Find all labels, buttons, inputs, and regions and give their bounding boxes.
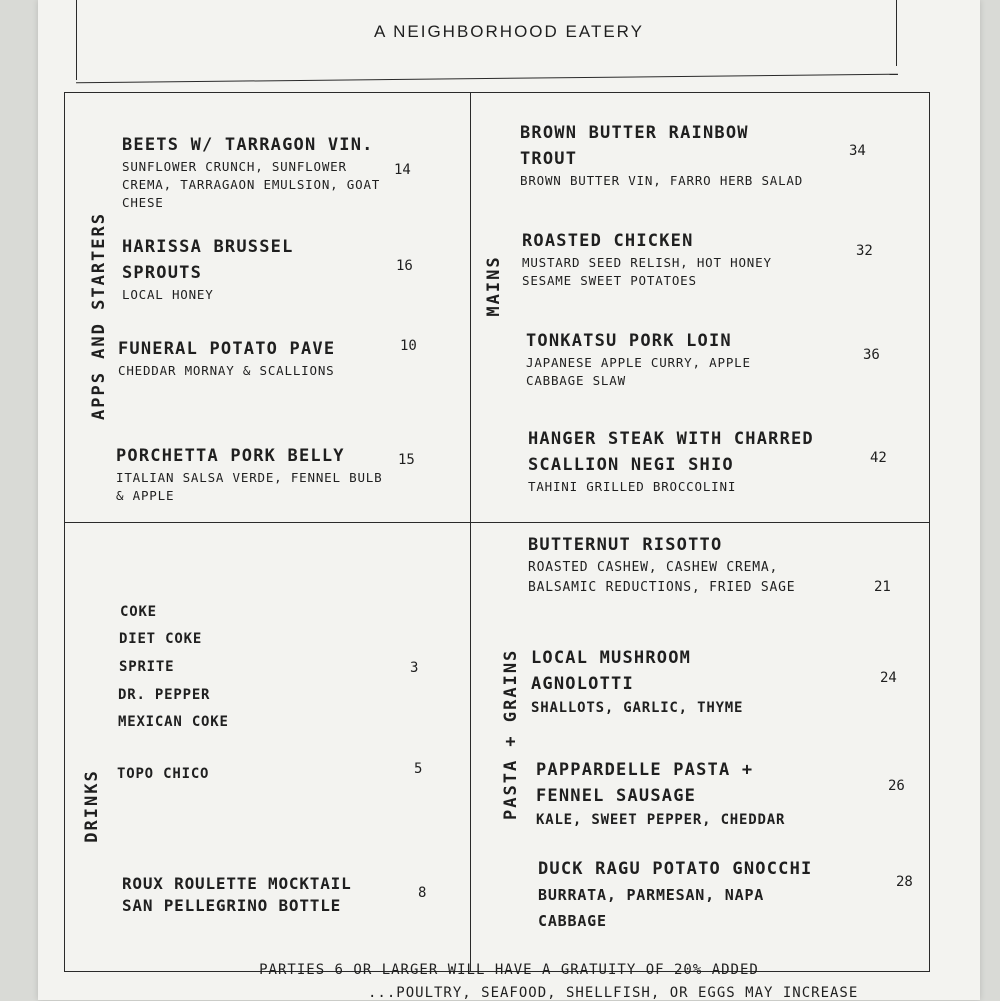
menu-item-duck-ragu-gnocchi [538, 856, 878, 934]
menu-item-mushroom-agnolotti [531, 645, 791, 719]
item-description: MUSTARD SEED RELISH, HOT HONEY SESAME SWEET POTATOES [522, 255, 772, 288]
item-description: ITALIAN SALSA VERDE, FENNEL BULB & APPLE [116, 470, 383, 503]
item-name: TONKATSU PORK LOIN [526, 331, 732, 351]
menu-item-porchetta-pork-belly [116, 443, 396, 505]
item-price: 15 [398, 452, 415, 468]
item-price: 28 [896, 874, 913, 890]
item-price: 14 [394, 162, 411, 178]
item-name: BUTTERNUT RISOTTO [528, 535, 723, 555]
menu-item-roasted-chicken [522, 228, 822, 290]
item-description: BURRATA, PARMESAN, NAPA CABBAGE [538, 886, 765, 930]
item-description: BROWN BUTTER VIN, FARRO HERB SALAD [520, 173, 804, 188]
drink-topo-chico: TOPO CHICO [117, 766, 210, 782]
drink-mexican-coke: MEXICAN COKE [118, 714, 229, 730]
menu-item-beets [122, 132, 384, 212]
drink-coke: COKE [120, 604, 157, 620]
item-description: JAPANESE APPLE CURRY, APPLE CABBAGE SLAW [526, 355, 751, 388]
item-price: 36 [863, 347, 880, 363]
item-price: 32 [856, 243, 873, 259]
menu-item-rainbow-trout [520, 120, 810, 190]
item-name: BROWN BUTTER RAINBOW TROUT [520, 123, 749, 169]
drink-roux-roulette-mocktail: ROUX ROULETTE MOCKTAIL [122, 874, 352, 893]
soda-price: 3 [410, 660, 419, 676]
menu-item-butternut-risotto [528, 532, 828, 598]
gratuity-notice: PARTIES 6 OR LARGER WILL HAVE A GRATUITY OF 20% ADDED [259, 962, 759, 978]
item-price: 10 [400, 338, 417, 354]
item-price: 42 [870, 450, 887, 466]
item-description: ROASTED CASHEW, CASHEW CREMA, BALSAMIC REDUCTIONS, FRIED SAGE [528, 560, 796, 595]
grid-vertical-divider [470, 92, 471, 972]
topo-chico-price: 5 [414, 761, 423, 777]
menu-item-tonkatsu-pork-loin [526, 328, 776, 390]
menu-item-harissa-brussel-sprouts [122, 234, 342, 304]
item-name: HARISSA BRUSSEL SPROUTS [122, 237, 294, 283]
drink-sprite: SPRITE [119, 659, 175, 675]
item-price: 34 [849, 143, 866, 159]
drink-san-pellegrino-bottle: SAN PELLEGRINO BOTTLE [122, 896, 342, 915]
item-name: HANGER STEAK WITH CHARRED SCALLION NEGI SHIO [528, 429, 814, 475]
item-name: PORCHETTA PORK BELLY [116, 446, 345, 466]
item-description: LOCAL HONEY [122, 287, 214, 302]
item-price: 26 [888, 778, 905, 794]
allergen-notice: ...POULTRY, SEAFOOD, SHELLFISH, OR EGGS MAY INCREASE [368, 985, 859, 1001]
menu-item-pappardelle-pasta [536, 757, 826, 831]
item-name: ROASTED CHICKEN [522, 231, 694, 251]
item-description: TAHINI GRILLED BROCCOLINI [528, 479, 737, 494]
item-price: 21 [874, 579, 891, 595]
drink-diet-coke: DIET COKE [119, 631, 203, 647]
menu-item-funeral-potato-pave [118, 336, 408, 380]
item-name: LOCAL MUSHROOM AGNOLOTTI [531, 648, 692, 694]
mocktail-price: 8 [418, 885, 427, 901]
menu-paper [38, 0, 980, 1000]
menu-item-hanger-steak [528, 426, 838, 496]
item-description: SUNFLOWER CRUNCH, SUNFLOWER CREMA, TARRAGAON EMULSION, GOAT CHESE [122, 159, 381, 210]
item-price: 24 [880, 670, 897, 686]
item-price: 16 [396, 258, 413, 274]
section-label-mains: MAINS [484, 255, 504, 317]
item-description: SHALLOTS, GARLIC, THYME [531, 700, 744, 716]
item-name: BEETS W/ TARRAGON VIN. [122, 135, 374, 155]
header-divider [76, 74, 898, 84]
section-label-drinks: DRINKS [82, 769, 102, 843]
restaurant-tagline: A NEIGHBORHOOD EATERY [374, 22, 644, 41]
section-label-pasta-grains: PASTA + GRAINS [501, 648, 521, 820]
item-description: KALE, SWEET PEPPER, CHEDDAR [536, 812, 786, 828]
grid-horizontal-divider [64, 522, 930, 523]
section-label-apps: APPS AND STARTERS [89, 212, 109, 420]
item-name: DUCK RAGU POTATO GNOCCHI [538, 859, 813, 879]
item-name: FUNERAL POTATO PAVE [118, 339, 336, 359]
item-name: PAPPARDELLE PASTA + FENNEL SAUSAGE [536, 760, 754, 806]
drink-dr-pepper: DR. PEPPER [118, 687, 211, 703]
item-description: CHEDDAR MORNAY & SCALLIONS [118, 363, 335, 378]
